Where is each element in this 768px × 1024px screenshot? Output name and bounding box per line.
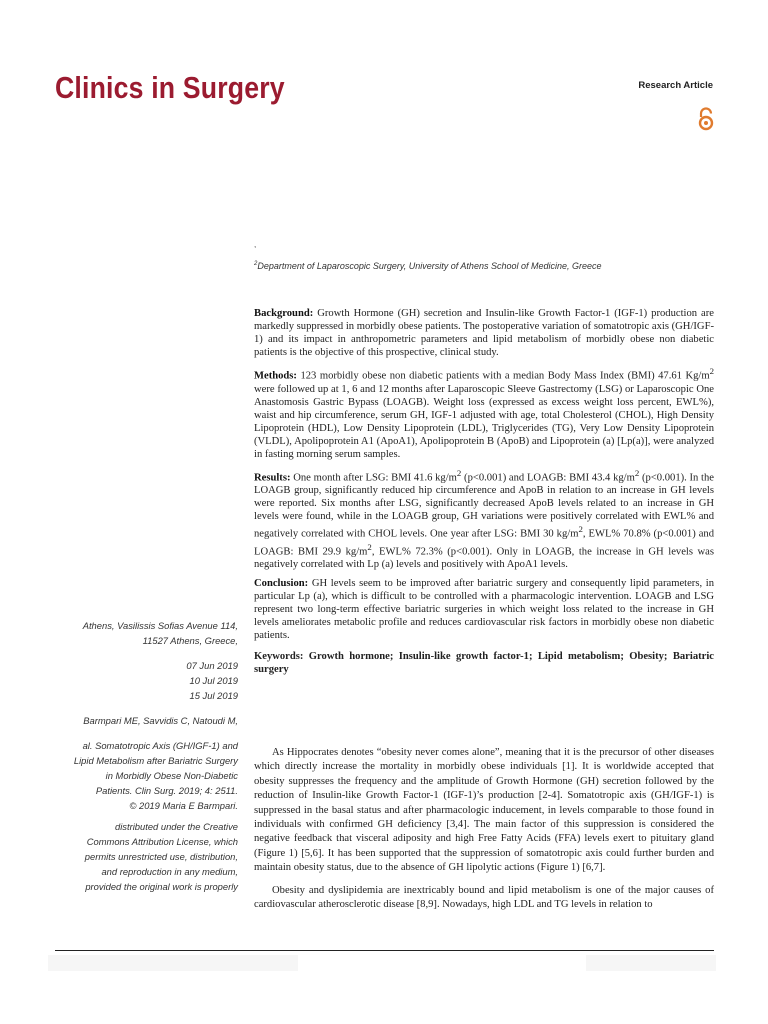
date-accepted: 10 Jul 2019: [189, 675, 238, 686]
results-text-a: One month after LSG: BMI 41.6 kg/m: [293, 472, 457, 484]
results-text-b: (p<0.001) and LOAGB: BMI 43.4 kg/m: [461, 472, 635, 484]
abstract-conclusion: [254, 577, 714, 642]
article-info-sidebar: [40, 618, 238, 904]
date-received: 07 Jun 2019: [186, 660, 238, 671]
affiliation-marker: 2: [254, 261, 258, 267]
citation: [40, 738, 238, 813]
abstract-methods: [254, 365, 714, 461]
methods-text-a: 123 morbidly obese non diabetic patients with a median Body Mass Index (BMI) 47.61 Kg/m: [300, 370, 710, 382]
citation-line: Lipid Metabolism after Bariatric Surgery: [73, 755, 238, 766]
results-text-d: , EWL% 70.8% (p<0.001) and LOAGB: BMI 29.9 kg/m: [254, 528, 714, 558]
background-label: Background:: [254, 308, 314, 319]
citation-first-line: [40, 713, 238, 728]
license-line: permits unrestricted use, distribution,: [84, 851, 238, 862]
license-line: Commons Attribution License, which: [86, 836, 238, 847]
body-paragraph: As Hippocrates denotes “obesity never comes alone”, meaning that it is the precursor of other diseases which directly increase the mortality in morbidly obese individuals [1]. It is worldwide accepted that obesity suppresses the frequency and the amplitude of Growth Hormone (GH) secretion followed by the reduction of Insulin-like Growth Factor-1 (IGF-1)’s production [2-4]. Somatotropic axis (GH/IGF-1) is suppressed in the basal status and after pharmacologic inducement, in levels comparable to those found in individuals with confirmed GH deficiency [3,4]. The main factor of this suppression is considered the negative feedback that visceral adiposity and high Free Fatty Acids (FFA) levels exert to pituitary gland (Figure 1) [5,6]. It has been supported that the suppression of somatotropic axis could further burden and maintain obesity status, due to the absence of GH lipolytic actions (Figure 1) [6,7].: [254, 747, 714, 874]
methods-sup: 2: [709, 366, 714, 376]
journal-title: Clinics in Surgery: [55, 70, 285, 105]
conclusion-text: GH levels seem to be improved after bariatric surgery and consequently lipid parameters, in particular Lp (a), which is difficult to be controlled with a pharmacologic intervention. LOAGB and LSG represent two long-term effective bariatric surgeries in which weight loss related to the increase in GH levels ameliorates metabolic profile and reduces cardiovascular risk factors in morbidly obese non diabetic patients.: [254, 578, 714, 642]
date-published: 15 Jul 2019: [189, 690, 238, 701]
background-text: Growth Hormone (GH) secretion and Insulin-like Growth Factor-1 (IGF-1) production are markedly suppressed in morbidly obese patients. The postoperative variation of somatotropic axis (GH/IGF-1) and its impact in anthropometric parameters and lipid metabolism of morbidly obese non diabetic patients is the objective of this prospective, clinical study.: [254, 308, 714, 358]
abstract: [254, 307, 714, 682]
footer-divider: [55, 950, 714, 951]
license-line: distributed under the Creative: [115, 821, 238, 832]
results-text-c: (p<0.001). In the LOAGB group, significantly reduced hip circumference and ApoB in relation to an increase in GH levels were reported. Six months after LSG, significantly decreased ApoB levels related to an increase in GH levels were found, while in the LOAGB group, GH variations were positively correlated with EWL% and negatively correlated with CHOL levels. One year after LSG: BMI 30 kg/m: [254, 472, 714, 540]
introduction-body: [254, 746, 714, 920]
abstract-results: [254, 467, 714, 572]
license-line: provided the original work is properly: [85, 881, 238, 892]
affiliation-text: Department of Laparoscopic Surgery, University of Athens School of Medicine, Greece: [257, 261, 602, 271]
results-sup-1: 2: [456, 467, 462, 478]
results-sup-3: 2: [578, 524, 583, 535]
citation-line: Barmpari ME, Savvidis C, Natoudi M,: [83, 715, 238, 726]
abstract-background: [254, 307, 714, 359]
body-paragraph: Obesity and dyslipidemia are inextricably bound and lipid metabolism is one of the major causes of cardiovascular atherosclerotic disease [8,9]. Nowadays, high LDL and TG levels in relation to: [254, 884, 714, 911]
copyright: © 2019 Maria E Barmpari.: [129, 800, 238, 811]
results-sup-4: 2: [367, 541, 372, 552]
license: [40, 819, 238, 894]
results-label: Results:: [254, 472, 291, 484]
address-line: Athens, Vasilissis Sofias Avenue 114,: [82, 620, 238, 631]
citation-line: al. Somatotropic Axis (GH/IGF-1) and: [82, 740, 238, 751]
results-sup-2: 2: [634, 467, 640, 478]
conclusion-label: Conclusion:: [254, 578, 309, 590]
open-access-icon: [697, 107, 715, 131]
license-line: and reproduction in any medium,: [101, 866, 238, 877]
article-type-label: Research Article: [638, 80, 713, 91]
correspondence-address: [40, 618, 238, 648]
citation-line: in Morbidly Obese Non-Diabetic: [105, 770, 238, 781]
methods-text-b: were followed up at 1, 6 and 12 months after Laparoscopic Sleeve Gastrectomy (LSG) or Laparoscopic One Anastomosis Gastric Bypass (LOAGB). Weight loss (expressed as excess weight loss percent, EWL%), waist and hip circumference, serum GH, IGF-1 adjusted with age, total Cholesterol (CHOL), High Density Lipoprotein (HDL), Low Density Lipoprotein (LDL), Triglycerides (TG), Very Low Density Lipoprotein (VLDL), Apolipoprotein A1 (ApoA1), Apolipoprotein B (ApoB) and Lipoprotein (a) [Lp(a)], were analyzed in fasting morning serum samples.: [254, 383, 714, 460]
methods-label: Methods:: [254, 370, 297, 382]
footer-band-right: [586, 955, 716, 971]
author-list: ,: [254, 240, 257, 249]
article-dates: [40, 658, 238, 703]
footer-band-left: [48, 955, 298, 971]
address-line: 11527 Athens, Greece,: [142, 635, 238, 646]
citation-line: Patients. Clin Surg. 2019; 4: 2511.: [95, 785, 238, 796]
keywords: Keywords: Growth hormone; Insulin-like growth factor-1; Lipid metabolism; Obesity; Bariatric surgery: [254, 651, 714, 676]
results-text-e: , EWL% 72.3% (p<0.001). Only in LOAGB, the increase in GH levels was negatively correlated with Lp (a) levels and positively with ApoA1 levels.: [254, 546, 714, 571]
affiliation: [254, 261, 724, 271]
